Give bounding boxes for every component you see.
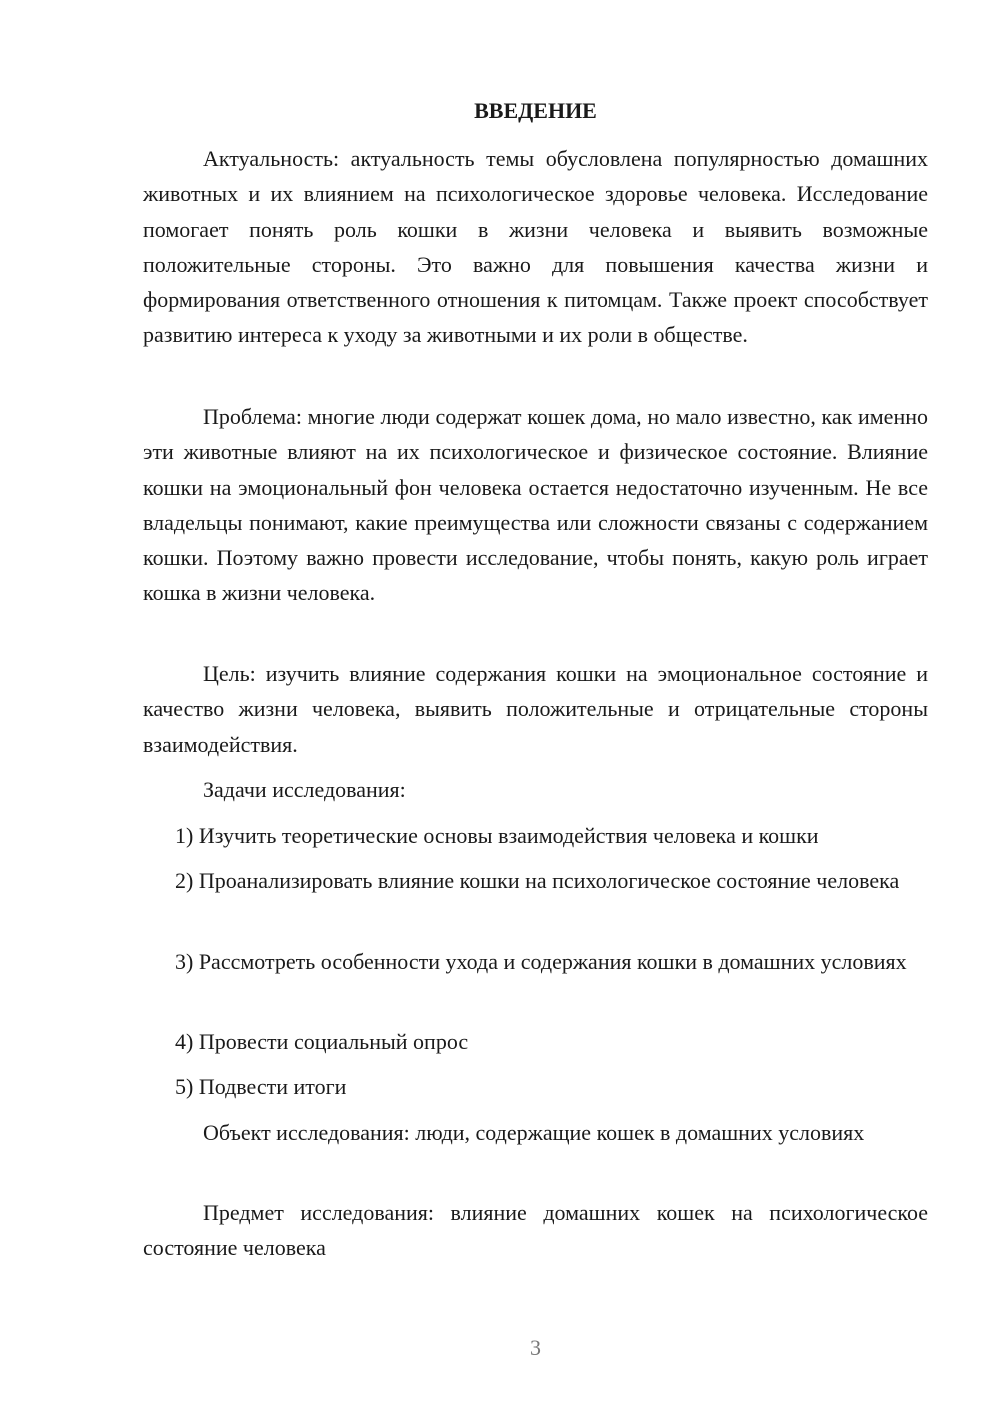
task-item-5: 5) Подвести итоги bbox=[175, 1074, 347, 1099]
task-item-4: 4) Провести социальный опрос bbox=[175, 1029, 469, 1054]
goal-paragraph: Цель: изучить влияние содержания кошки на эмоциональное состояние и качество жизни человека, выявить положительные и отрицательные стороны взаимодействия. bbox=[143, 661, 928, 757]
relevance-paragraph: Актуальность: актуальность темы обусловлена популярностью домашних животных и их влиянием на психологическое здоровье человека. Исследование помогает понять роль кошки в жизни человека и выявить возможные положительные стороны. Это важно для повышения качества жизни и формирования ответственного отношения к питомцам. Также проект способствует развитию интереса к уходу за животными и их роли в обществе. bbox=[143, 146, 928, 348]
tasks-heading: Задачи исследования: bbox=[203, 777, 406, 802]
document-page bbox=[143, 0, 928, 1414]
task-item-3: 3) Рассмотреть особенности ухода и содержания кошки в домашних условиях bbox=[175, 949, 907, 974]
object-paragraph: Объект исследования: люди, содержащие кошек в домашних условиях bbox=[203, 1120, 865, 1145]
task-item-2: 2) Проанализировать влияние кошки на психологическое состояние человека bbox=[175, 868, 900, 893]
page-number: 3 bbox=[530, 1335, 541, 1360]
subject-paragraph: Предмет исследования: влияние домашних кошек на психологическое состояние человека bbox=[143, 1200, 928, 1261]
problem-paragraph: Проблема: многие люди содержат кошек дома, но мало известно, как именно эти животные влияют на их психологическое и физическое состояние. Влияние кошки на эмоциональный фон человека остается недостаточно изученным. Не все владельцы понимают, какие преимущества или сложности связаны с содержанием кошки. Поэтому важно провести исследование, чтобы понять, какую роль играет кошка в жизни человека. bbox=[143, 404, 928, 606]
section-title: ВВЕДЕНИЕ bbox=[474, 98, 597, 123]
task-item-1: 1) Изучить теоретические основы взаимодействия человека и кошки bbox=[175, 823, 819, 848]
